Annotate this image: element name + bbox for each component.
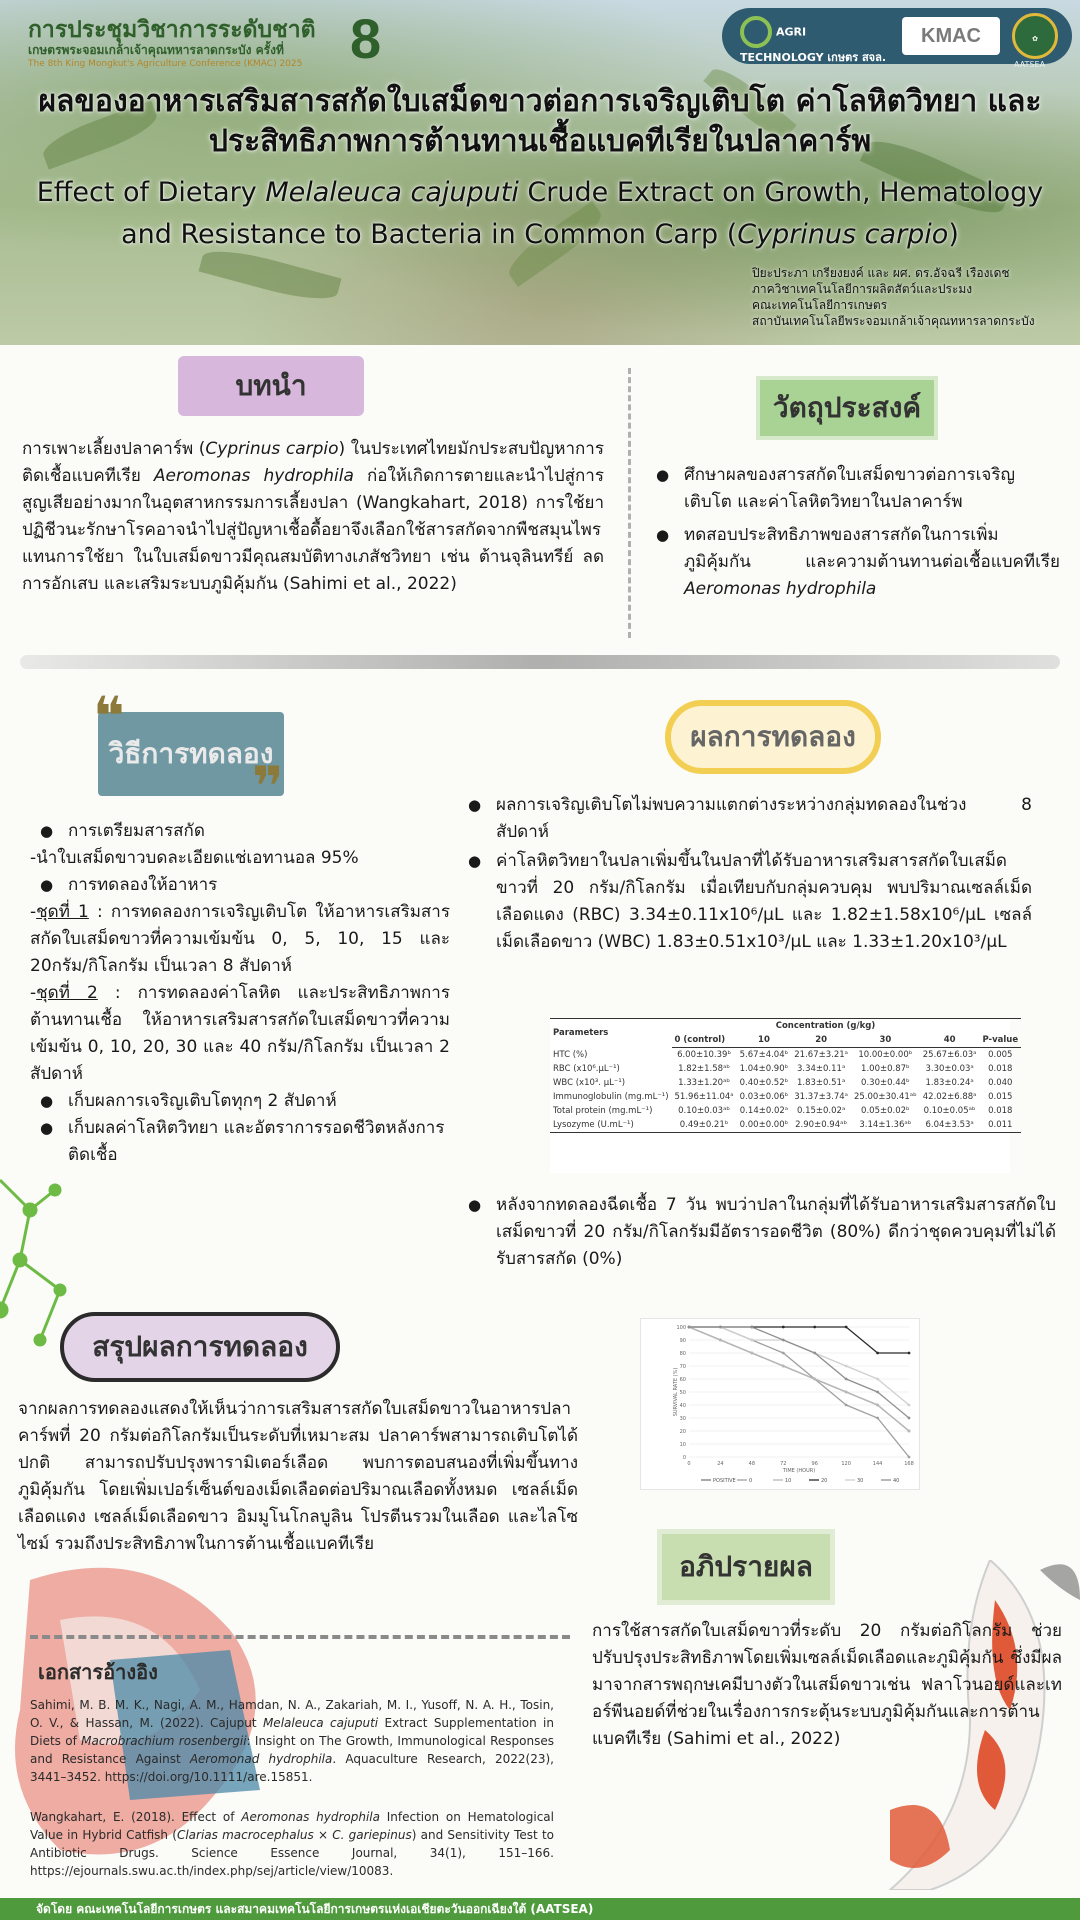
data-point xyxy=(876,1404,879,1407)
methods-heading: วิธีการทดลอง xyxy=(98,712,284,796)
sponsor-logos xyxy=(722,8,1072,69)
data-point xyxy=(876,1417,879,1420)
x-tick-label: 72 xyxy=(780,1461,787,1467)
table-cell: 6.00±10.39ᵇ xyxy=(677,1050,732,1060)
table-cell: 0.018 xyxy=(988,1064,1013,1074)
data-point xyxy=(876,1352,879,1355)
table-header: Concentration (g/kg) xyxy=(672,1019,980,1034)
survival-chart-svg xyxy=(641,1319,921,1491)
legend-label: 0 xyxy=(749,1478,753,1484)
poster-title-english: Effect of Dietary Melaleuca cajuputi Crude Extract on Growth, Hematology and Resistance to Bacteria in Common Carp (Cyprinus carpio) xyxy=(36,177,1044,250)
reference-item: Wangkahart, E. (2018). Effect of Aeromonas hydrophila Infection on Hematological Value in Hybrid Catfish (Clarias macrocephalus × C. gariepinus) and Sensitivity Test to Antibiotic Drugs. Science Essence Journal, 34(1), 151–166. https://ejournals.swu.ac.th/index.php/sej/article/view/10083. xyxy=(30,1810,554,1878)
table-cell: 10.00±0.00ᵇ xyxy=(858,1050,913,1060)
data-point xyxy=(719,1339,722,1342)
table-cell: 1.04±0.90ᵇ xyxy=(739,1064,789,1074)
table-row xyxy=(550,1090,1021,1104)
conclusion-heading: สรุปผลการทดลอง xyxy=(60,1312,340,1382)
footer-bar: จัดโดย คณะเทคโนโลยีการเกษตร และสมาคมเทคโนโลยีการเกษตรแห่งเอเชียตะวันออกเฉียงใต้ (AATSEA) xyxy=(0,1898,1080,1920)
table-cell: 0.14±0.02ᵃ xyxy=(739,1106,789,1116)
table-cell: 0.40±0.52ᵇ xyxy=(739,1078,789,1088)
table-cell: 1.00±0.87ᵇ xyxy=(861,1064,910,1074)
table-cell: 3.34±0.11ᵃ xyxy=(796,1064,846,1074)
table-row xyxy=(550,1062,1021,1076)
data-point xyxy=(782,1352,785,1355)
table-cell: 1.83±0.51ᵃ xyxy=(796,1078,846,1088)
agri-technology-logo: AGRI TECHNOLOGY เกษตร สจล. xyxy=(740,16,890,56)
conference-title: การประชุมวิชาการระดับชาติ xyxy=(28,16,316,42)
result-item: ● ผลการเจริญเติบโตไม่พบความแตกต่างระหว่างกลุ่มทดลองในช่วง 8 สัปดาห์ xyxy=(466,792,1032,846)
method-set-2: -ชุดที่ 2 : การทดลองค่าโลหิต และประสิทธิภาพการต้านทานเชื้อ ให้อาหารเสริมสารสกัดใบเสม็ดขาวที่ความเข้มข้น 0, 10, 20, 30 และ 40 กรัม/กิโลกรัม เป็นเวลา 2 สัปดาห์ xyxy=(30,983,450,1084)
table-cell: 0.040 xyxy=(988,1078,1013,1088)
table-header: P-value xyxy=(979,1033,1021,1048)
data-point xyxy=(908,1404,911,1407)
data-point xyxy=(813,1378,816,1381)
results-table xyxy=(550,1018,1019,1173)
x-tick-label: 24 xyxy=(717,1461,724,1467)
intro-text: การเพาะเลี้ยงปลาคาร์พ (Cyprinus carpio) ในประเทศไทยมักประสบปัญหาการติดเชื้อแบคทีเรีย Aeromonas hydrophila ก่อให้เกิดการตายและนำไปสู่การสูญเสียอย่างมากในอุตสาหกรรมการเลี้ยงปลา (Wangkahart, 2018) การใช้ยาปฏิชีวนะรักษาโรคอาจนำไปสู่ปัญหาเชื้อดื้อยาจึงเลือกใช้สารสกัดจากพืชสมุนไพรแทนการใช้ยา ในใบเสม็ดขาวมีคุณสมบัติทางเภสัชวิทยา เช่น ต้านจุลินทรีย์ ลดการอักเสบ และเสริมระบบภูมิคุ้มกัน (Sahimi et al., 2022) xyxy=(22,439,604,594)
reference-separator xyxy=(30,1635,570,1639)
objective-item: ● ศึกษาผลของสารสกัดใบเสม็ดขาวต่อการเจริญเติบโต และค่าโลหิตวิทยาในปลาคาร์พ xyxy=(654,462,1060,516)
data-point xyxy=(845,1404,848,1407)
table-cell: 2.90±0.94ᵃᵇ xyxy=(791,1118,851,1133)
table-cell: 3.14±1.36ᵃᵇ xyxy=(851,1118,920,1133)
data-point xyxy=(908,1430,911,1433)
table-cell: 5.67±4.04ᵇ xyxy=(739,1050,789,1060)
y-tick-label: 50 xyxy=(679,1390,686,1396)
data-point xyxy=(813,1326,816,1329)
quote-open-icon: ❝ xyxy=(93,685,125,748)
table-cell: 0.00±0.00ᵇ xyxy=(737,1118,792,1133)
x-tick-label: 96 xyxy=(811,1461,818,1467)
data-point xyxy=(845,1365,848,1368)
discussion-heading: อภิปรายผล xyxy=(662,1534,830,1600)
conference-english-title: The 8th King Mongkut's Agriculture Conference (KMAC) 2025 xyxy=(28,59,303,69)
references-heading: เอกสารอ้างอิง xyxy=(38,1660,158,1684)
table-cell: 21.67±3.21ᵃ xyxy=(794,1050,848,1060)
table-cell: 51.96±11.04ᵃ xyxy=(674,1092,734,1102)
data-point xyxy=(845,1391,848,1394)
table-header: 30 xyxy=(851,1033,920,1048)
method-line: -นำใบเสม็ดขาวบดละเอียดแช่เอทานอล 95% xyxy=(30,848,359,868)
table-cell: 0.10±0.05ᵃᵇ xyxy=(923,1106,976,1116)
table-header: 20 xyxy=(791,1033,851,1048)
table-cell: 0.15±0.02ᵃ xyxy=(796,1106,846,1116)
table-cell: 0.015 xyxy=(988,1092,1013,1102)
table-header: 10 xyxy=(737,1033,792,1048)
y-tick-label: 30 xyxy=(679,1416,686,1422)
quote-close-icon: ❞ xyxy=(252,755,284,818)
y-tick-label: 10 xyxy=(679,1442,686,1448)
y-tick-label: 60 xyxy=(679,1377,686,1383)
legend-label: 20 xyxy=(821,1478,828,1484)
x-axis-label: TIME (HOUR) xyxy=(782,1468,816,1474)
table-row-label: Immunoglobulin (mg.mL⁻¹) xyxy=(553,1092,669,1102)
method-set-1: -ชุดที่ 1 : การทดลองการเจริญเติบโต ให้อาหารเสริมสารสกัดใบเสม็ดขาวที่ความเข้มข้น 0, 5, 10, 15 และ 20กรัม/กิโลกรัม เป็นเวลา 8 สัปดาห์ xyxy=(30,902,450,976)
aatsea-seal-icon: ✿ xyxy=(1012,13,1058,59)
table-header: 0 (control) xyxy=(672,1033,737,1048)
conference-number: 8 xyxy=(350,7,382,70)
table-cell: 0.005 xyxy=(988,1050,1013,1060)
objective-item: ● ทดสอบประสิทธิภาพของสารสกัดในการเพิ่มภูมิคุ้มกัน และความต้านทานต่อเชื้อแบคทีเรีย Aeromonas hydrophila xyxy=(654,522,1060,603)
legend-label: POSITIVE xyxy=(713,1478,736,1484)
table-cell: 31.37±3.74ᵃ xyxy=(794,1092,848,1102)
data-point xyxy=(908,1456,911,1459)
y-tick-label: 100 xyxy=(676,1325,686,1331)
results-list-2 xyxy=(466,1192,1056,1273)
data-point xyxy=(782,1339,785,1342)
data-point xyxy=(782,1326,785,1329)
section-brush-divider xyxy=(20,655,1060,669)
table-cell: 1.83±0.24ᵃ xyxy=(925,1078,974,1088)
table-row xyxy=(550,1076,1021,1090)
legend-label: 30 xyxy=(857,1478,864,1484)
reference-item: Sahimi, M. B. M. K., Nagi, A. M., Hamdan, N. A., Zakariah, M. I., Yusoff, N. A. H., Tosin, O. V., & Hassan, M. (2022). Cajuput Melaleuca cajuputi Extract Supplementation in Diets of Macrobrachium rosenbergii: Insight on The Growth, Immunological Responses and Resistance Against Aeromonad hydrophila. Aquaculture Research, 2022(23), 3441–3452. https://doi.org/10.1111/are.15851. xyxy=(30,1698,554,1784)
data-point xyxy=(908,1417,911,1420)
data-point xyxy=(750,1326,753,1329)
table-cell: 42.02±6.88ᵃ xyxy=(922,1092,977,1102)
data-point xyxy=(688,1326,691,1329)
table-cell: 0.018 xyxy=(988,1106,1013,1116)
table-cell: 1.33±1.20ᵃᵇ xyxy=(678,1078,731,1088)
table-header: Parameters xyxy=(550,1019,672,1048)
y-tick-label: 20 xyxy=(679,1429,686,1435)
data-point xyxy=(908,1352,911,1355)
objectives-list xyxy=(654,462,1060,603)
table-cell: 25.67±6.03ᵃ xyxy=(922,1050,977,1060)
method-bullet: ● เก็บผลการเจริญเติบโตทุกๆ 2 สัปดาห์ xyxy=(38,1088,450,1115)
poster-title-thai: ผลของอาหารเสริมสารสกัดใบเสม็ดขาวต่อการเจริญเติบโต ค่าโลหิตวิทยา และ ประสิทธิภาพการต้านทานเชื้อแบคทีเรียในปลาคาร์พ xyxy=(38,84,1042,159)
data-point xyxy=(750,1339,753,1342)
table-header: 40 xyxy=(920,1033,980,1048)
y-axis-label: SURVIVAL RATE (%) xyxy=(673,1367,679,1417)
table-row xyxy=(550,1118,1021,1133)
survival-chart xyxy=(640,1318,920,1490)
table-cell: 0.30±0.44ᵇ xyxy=(861,1078,910,1088)
x-tick-label: 120 xyxy=(841,1461,851,1467)
results-list xyxy=(466,792,1032,956)
table-cell: 0.03±0.06ᵇ xyxy=(739,1092,789,1102)
objectives-heading: วัตถุประสงค์ xyxy=(760,380,934,436)
x-tick-label: 0 xyxy=(687,1461,691,1467)
table-row-label: WBC (x10³. µL⁻¹) xyxy=(553,1078,626,1088)
gear-icon xyxy=(740,16,772,48)
method-bullet: ● เก็บผลค่าโลหิตวิทยา และอัตราการรอดชีวิตหลังการติดเชื้อ xyxy=(38,1115,450,1169)
data-point xyxy=(782,1365,785,1368)
data-point xyxy=(845,1378,848,1381)
intro-heading: บทนำ xyxy=(178,356,364,416)
result-item: ● หลังจากทดลองฉีดเชื้อ 7 วัน พบว่าปลาในกลุ่มที่ได้รับอาหารเสริมสารสกัดใบเสม็ดขาวที่ 20 กรัม/กิโลกรัมมีอัตรารอดชีวิต (80%) ดีกว่าชุดควบคุมที่ไม่ได้รับสารสกัด (0%) xyxy=(466,1192,1056,1273)
table-cell: 0.49±0.21ᵇ xyxy=(672,1118,737,1133)
y-tick-label: 70 xyxy=(679,1364,686,1370)
legend-label: 40 xyxy=(893,1478,900,1484)
table-cell: 0.05±0.02ᵇ xyxy=(861,1106,910,1116)
y-tick-label: 0 xyxy=(682,1455,686,1461)
table-cell: 0.10±0.03ᵃᵇ xyxy=(678,1106,731,1116)
y-tick-label: 90 xyxy=(679,1338,686,1344)
y-tick-label: 80 xyxy=(679,1351,686,1357)
methods-text xyxy=(30,818,450,1169)
table-row-label: RBC (x10⁶.µL⁻¹) xyxy=(553,1064,620,1074)
data-point xyxy=(750,1352,753,1355)
column-divider xyxy=(628,368,631,638)
table-row xyxy=(550,1104,1021,1118)
table-cell: 6.04±3.53ᵃ xyxy=(920,1118,980,1133)
legend-label: 10 xyxy=(785,1478,792,1484)
conclusion-text: จากผลการทดลองแสดงให้เห็นว่าการเสริมสารสกัดใบเสม็ดขาวในอาหารปลาคาร์พที่ 20 กรัมต่อกิโลกรัมเป็นระดับที่เหมาะสม ปลาคาร์พสามารถเติบโตได้ปกติ สามารถปรับปรุงพารามิเตอร์เลือด พบการตอบสนองที่เพิ่มขึ้นทางภูมิคุ้มกัน โดยเพิ่มเปอร์เซ็นต์ของเม็ดเลือดต่อปริมาณเลือดทั้งหมด เซลล์เม็ดเลือดแดง เซลล์เม็ดเลือดขาว อิมมูโนโกลบูลิน โปรตีนรวมในเลือด และไลโซไซม์ รวมถึงประสิทธิภาพในการต้านเชื้อแบคทีเรีย xyxy=(18,1399,578,1554)
table-row xyxy=(550,1048,1021,1063)
data-point xyxy=(813,1352,816,1355)
table-cell: 3.30±0.03ᵃ xyxy=(925,1064,974,1074)
table-row-label: Total protein (mg.mL⁻¹) xyxy=(553,1106,653,1116)
conference-subtitle: เกษตรพระจอมเกล้าเจ้าคุณทหารลาดกระบัง ครั้งที่ xyxy=(28,43,284,57)
method-bullet: ● การเตรียมสารสกัด xyxy=(38,818,450,845)
y-tick-label: 40 xyxy=(679,1403,686,1409)
table-cell: 25.00±30.41ᵃᵇ xyxy=(853,1092,917,1102)
table-row-label: Lysozyme (U.mL⁻¹) xyxy=(550,1118,672,1133)
results-heading: ผลการทดลอง xyxy=(665,700,881,774)
author-block: ปิยะประภา เกรียงยงค์ และ ผศ. ดร.อัจฉรี เรืองเดช ภาควิชาเทคโนโลยีการผลิตสัตว์และประมง คณะเทคโนโลยีการเกษตร สถาบันเทคโนโลยีพระจอมเกล้าเจ้าคุณทหารลาดกระบัง xyxy=(752,266,1035,328)
table-row-label: HTC (%) xyxy=(553,1049,588,1060)
x-tick-label: 48 xyxy=(748,1461,756,1467)
data-point xyxy=(719,1326,722,1329)
x-tick-label: 144 xyxy=(872,1461,883,1467)
kmac-logo: KMAC xyxy=(902,17,1000,55)
x-tick-label: 168 xyxy=(904,1461,914,1467)
table-cell: 1.82±1.58ᵃᵇ xyxy=(678,1064,731,1074)
aatsea-label: AATSEA xyxy=(1014,60,1046,69)
data-point xyxy=(845,1326,848,1329)
method-bullet: ● การทดลองให้อาหาร xyxy=(38,872,450,899)
result-item: ● ค่าโลหิตวิทยาในปลาเพิ่มขึ้นในปลาที่ได้รับอาหารเสริมสารสกัดใบเสม็ดขาวที่ 20 กรัม/กิโลกรัม เมื่อเทียบกับกลุ่มควบคุม พบปริมาณเซลล์เม็ดเลือดแดง (RBC) 3.34±0.11x10⁶/µL และ 1.82±1.58x10⁶/µL เซลล์เม็ดเลือดขาว (WBC) 1.83±0.51x10³/µL และ 1.33±1.20x10³/µL xyxy=(466,848,1032,956)
data-point xyxy=(876,1391,879,1394)
table-cell: 0.011 xyxy=(979,1118,1021,1133)
header-banner xyxy=(0,0,1080,345)
discussion-text: การใช้สารสกัดใบเสม็ดขาวที่ระดับ 20 กรัมต่อกิโลกรัม ช่วยปรับปรุงประสิทธิภาพโดยเพิ่มเซลล์เม็ดเลือดและภูมิคุ้มกัน ซึ่งมีผลมาจากสารพฤกษเคมีบางตัวในเสม็ดขาวเช่น ฟลาโวนอยด์และเทอร์พีนอยด์ที่ช่วยในเรื่องการกระตุ้นระบบภูมิคุ้มกันและการต้านแบคทีเรีย (Sahimi et al., 2022) xyxy=(592,1621,1062,1749)
data-point xyxy=(876,1378,879,1381)
conference-logo xyxy=(28,7,398,70)
